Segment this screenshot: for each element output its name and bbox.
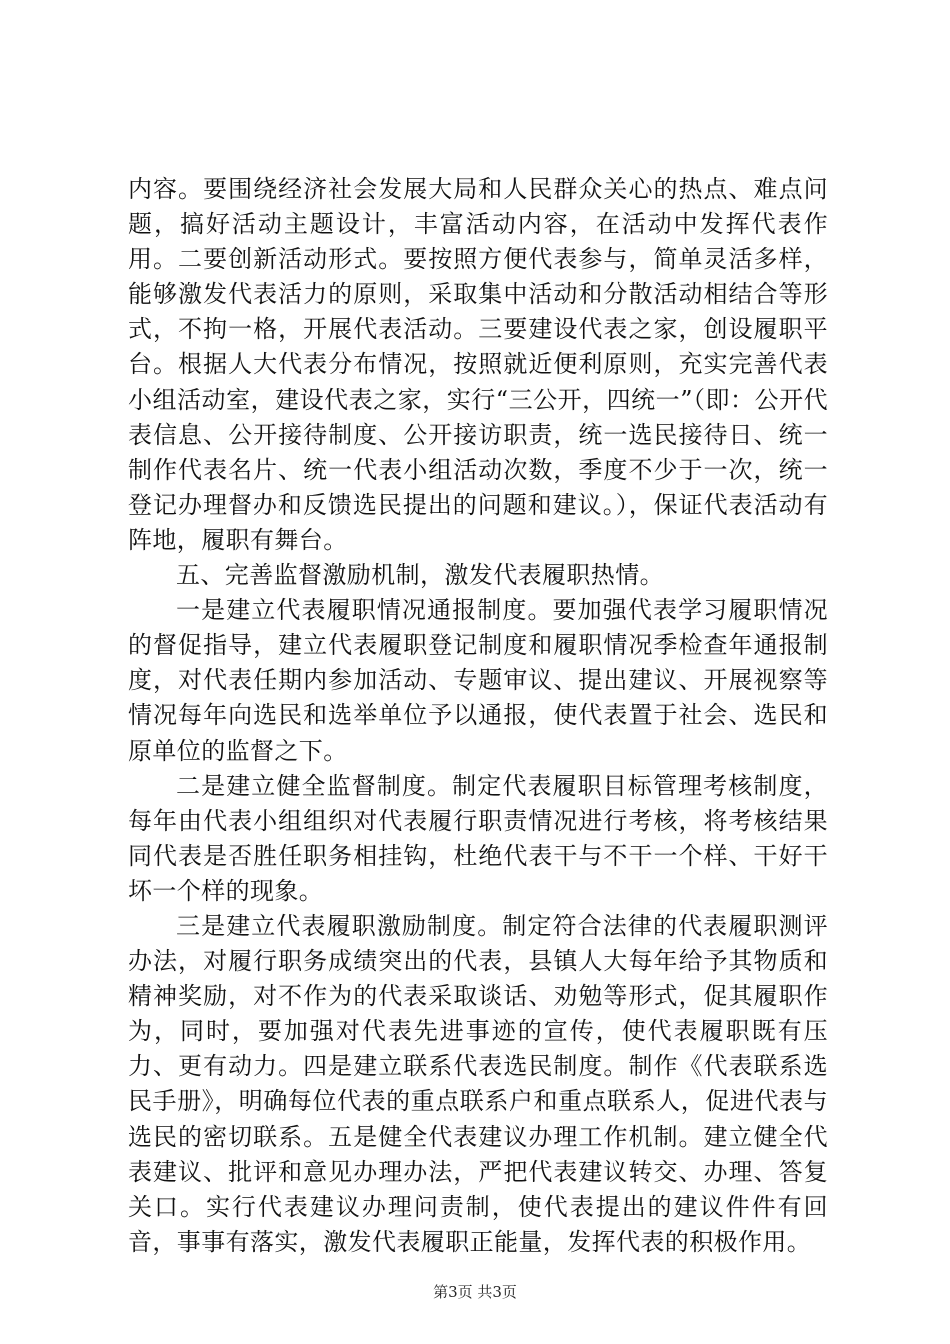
section-heading: 五、完善监督激励机制，激发代表履职热情。 [176,561,664,590]
page-number-footer: 第3页 共3页 [433,1283,517,1301]
paragraph: 三是建立代表履职激励制度。制定符合法律的代表履职测评办法，对履行职务成绩突出的代表，县镇人大每年给予其物质和精神奖励，对不作为的代表采取谈话、劝勉等形式，促其履职作为，同时，要加强对代表先进事迹的宣传，使代表履职既有压力、更有动力。四是建立联系代表选民制度。制作《代表联系选民手册》，明确每位代表的重点联系户和重点联系人，促进代表与选民的密切联系。五是健全代表建议办理工作机制。建立健全代表建议、批评和意见办理办法，严把代表建议转交、办理、答复关口。实行代表建议办理问责制，使代表提出的建议件件有回音，事事有落实，激发代表履职正能量，发挥代表的积极作用。 [128,911,828,1256]
paragraph-continuation: 内容。要围绕经济社会发展大局和人民群众关心的热点、难点问题，搞好活动主题设计，丰富活动内容，在活动中发挥代表作用。二要创新活动形式。要按照方便代表参与，简单灵活多样，能够激发代表活力的原则，采取集中活动和分散活动相结合等形式，不拘一格，开展代表活动。三要建设代表之家，创设履职平台。根据人大代表分布情况，按照就近便利原则，充实完善代表小组活动室，建设代表之家，实行“三公开，四统一”（即：公开代表信息、公开接待制度、公开接访职责，统一选民接待日、统一制作代表名片、统一代表小组活动次数，季度不少于一次，统一登记办理督办和反馈选民提出的问题和建议。），保证代表活动有阵地，履职有舞台。 [128,175,828,554]
document-body [128,172,828,1260]
paragraph: 一是建立代表履职情况通报制度。要加强代表学习履职情况的督促指导，建立代表履职登记制度和履职情况季检查年通报制度，对代表任期内参加活动、专题审议、提出建议、开展视察等情况每年向选民和选举单位予以通报，使代表置于社会、选民和原单位的监督之下。 [128,596,828,765]
paragraph: 二是建立健全监督制度。制定代表履职目标管理考核制度，每年由代表小组组织对代表履行职责情况进行考核，将考核结果同代表是否胜任职务相挂钩，杜绝代表干与不干一个样、干好干坏一个样的现象。 [128,771,828,905]
